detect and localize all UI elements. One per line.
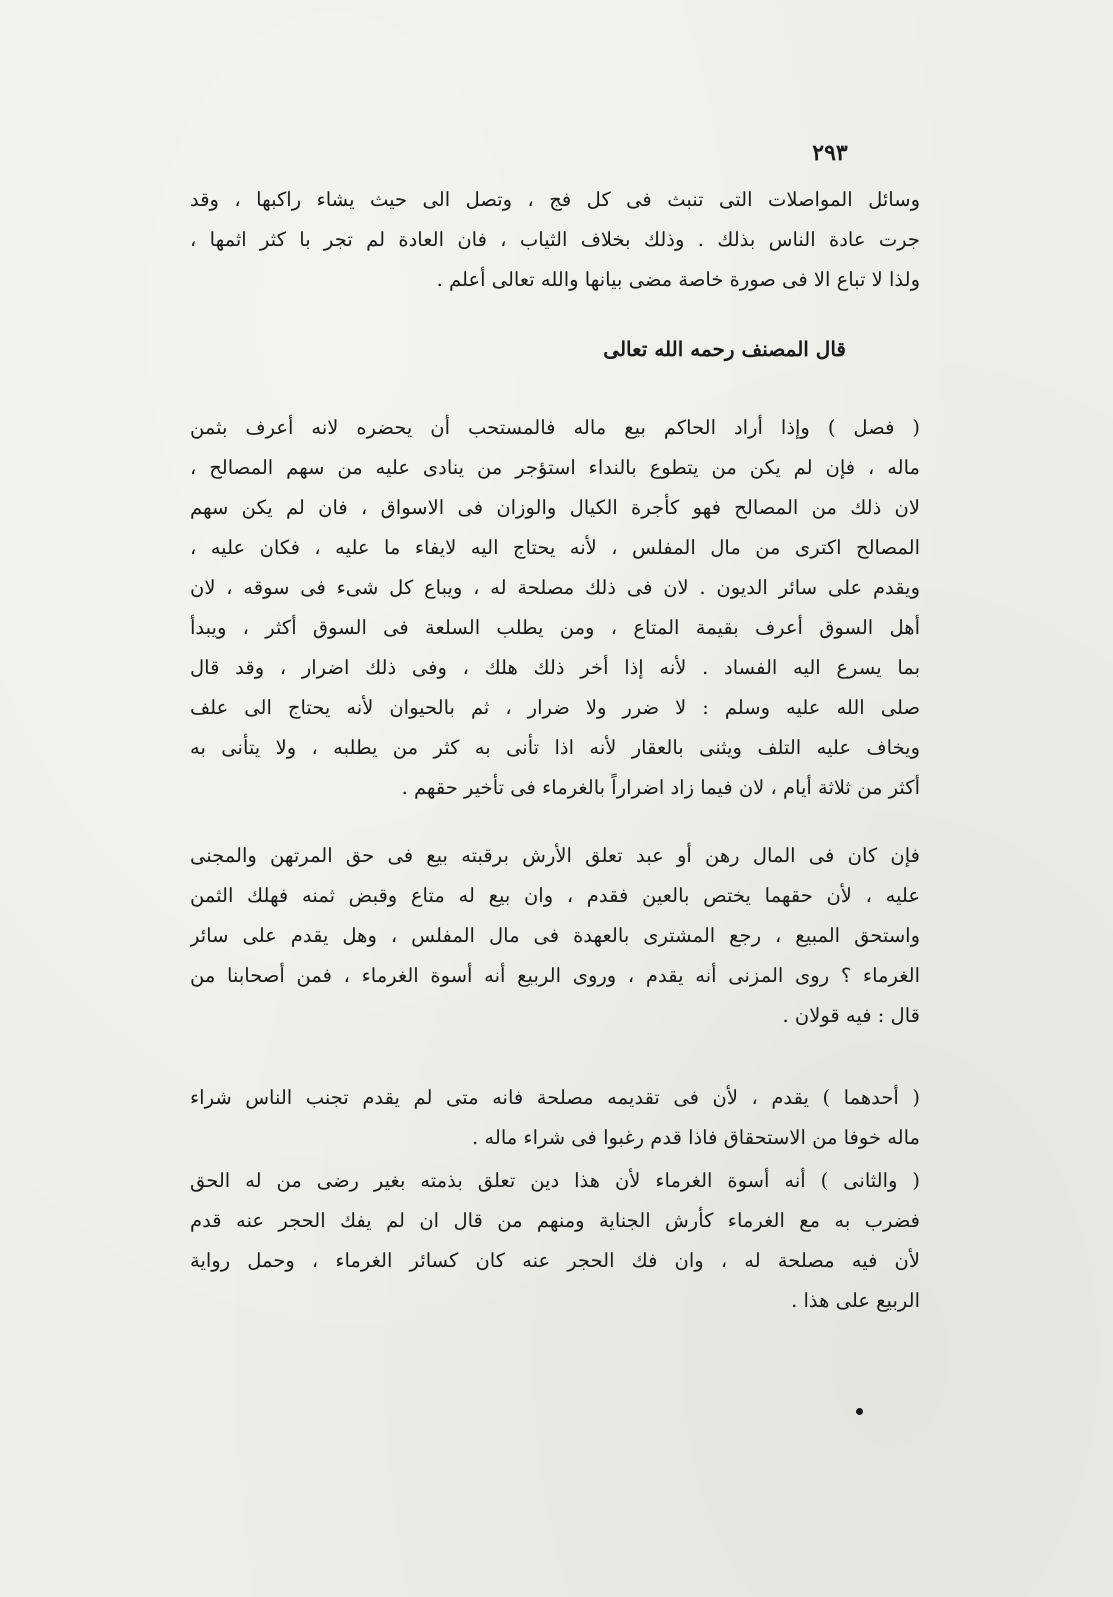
text-line: ماله خوفا من الاستحقاق فاذا قدم رغبوا فى شراء ماله . — [472, 1126, 920, 1149]
text-line: فضرب به مع الغرماء كأرش الجناية ومنهم من قال ان لم يفك الحجر عنه قدم — [190, 1209, 920, 1232]
text-line: ( والثانى ) أنه أسوة الغرماء لأن هذا دين تعلق بذمته بغير رضى من له الحق — [190, 1169, 920, 1192]
text-line: ويخاف عليه التلف ويثنى بالعقار لأنه اذا تأنى به كثر من يطلبه ، ولا يتأنى به — [190, 736, 920, 759]
text-line: وسائل المواصلات التى تنبث فى كل فج ، وتصل الى حيث يشاء راكبها ، وقد — [190, 188, 920, 211]
fasl-paragraph — [190, 408, 920, 808]
text-line: قال : فيه قولان . — [782, 1004, 920, 1027]
text-line: صلى الله عليه وسلم : لا ضرر ولا ضرار ، ثم بالحيوان لأنه يحتاج الى علف — [190, 696, 920, 719]
text-line: عليه ، لأن حقهما يختص بالعين فقدم ، وان بيع له متاع وقبض ثمنه فهلك الثمن — [190, 884, 920, 907]
text-line: لان ذلك من المصالح فهو كأجرة الكيال والوزان فى الاسواق ، فان لم يكن سهم — [190, 496, 920, 519]
intro-paragraph — [190, 180, 920, 300]
text-line: فإن كان فى المال رهن أو عبد تعلق الأرش برقبته بيع فى حق المرتهن والمجنى — [190, 844, 920, 867]
ink-dot — [856, 1408, 863, 1415]
text-line: ويقدم على سائر الديون . لان فى ذلك مصلحة له ، ويباع كل شىء فى سوقه ، لان — [190, 576, 920, 599]
text-line: ( فصل ) وإذا أراد الحاكم بيع ماله فالمستحب أن يحضره لانه أعرف بثمن — [190, 416, 920, 439]
page-number: ٢٩٣ — [812, 140, 848, 166]
text-line: الغرماء ؟ روى المزنى أنه يقدم ، وروى الربيع أنه أسوة الغرماء ، فمن أصحابنا من — [190, 964, 920, 987]
text-line: ( أحدهما ) يقدم ، لأن فى تقديمه مصلحة فانه متى لم يقدم تجنب الناس شراء — [190, 1086, 920, 1109]
text-line: أهل السوق أعرف بقيمة المتاع ، ومن يطلب السلعة فى السوق أكثر ، ويبدأ — [190, 616, 920, 639]
text-line: المصالح اكترى من مال المفلس ، لأنه يحتاج اليه لايفاء ما عليه ، فكان عليه ، — [190, 536, 920, 559]
text-line: واستحق المبيع ، رجع المشترى بالعهدة فى مال المفلس ، وهل يقدم على سائر — [190, 924, 920, 947]
text-line: ولذا لا تباع الا فى صورة خاصة مضى بيانها والله تعالى أعلم . — [436, 268, 920, 291]
first-opinion-paragraph — [190, 1078, 920, 1158]
section-heading: قال المصنف رحمه الله تعالى — [603, 337, 846, 361]
second-opinion-paragraph — [190, 1161, 920, 1321]
text-line: الربيع على هذا . — [791, 1289, 920, 1312]
text-line: جرت عادة الناس بذلك . وذلك بخلاف الثياب ، فان العادة لم تجر با كثر اثمها ، — [190, 228, 920, 251]
text-line: لأن فيه مصلحة له ، وان فك الحجر عنه كان كسائر الغرماء ، وحمل رواية — [190, 1249, 920, 1272]
text-line: ماله ، فإن لم يكن من يتطوع بالنداء استؤجر من ينادى عليه من سهم المصالح ، — [190, 456, 920, 479]
rahn-paragraph — [190, 836, 920, 1036]
text-line: بما يسرع اليه الفساد . لأنه إذا أخر ذلك هلك ، وفى ذلك اضرار ، وقد قال — [190, 656, 920, 679]
text-line: أكثر من ثلاثة أيام ، لان فيما زاد اضراراً بالغرماء فى تأخير حقهم . — [401, 776, 920, 799]
